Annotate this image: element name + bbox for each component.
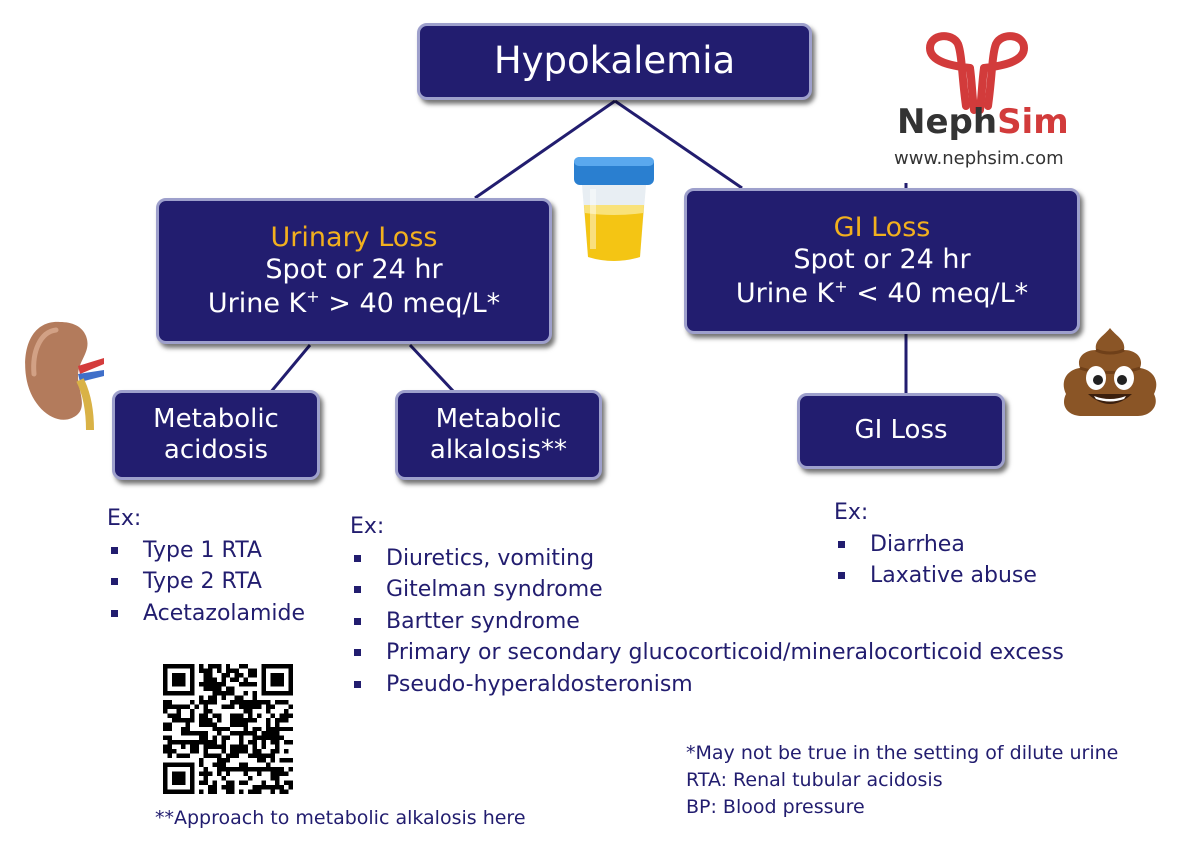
list-item: Type 1 RTA (107, 535, 305, 567)
urinary-loss-spot: Spot or 24 hr (265, 254, 443, 286)
urinary-threshold-pre: Urine K (207, 287, 307, 319)
list-item: Primary or secondary glucocorticoid/mineralocorticoid excess (350, 637, 1064, 669)
footnote-dilute-urine: *May not be true in the setting of dilute urine (686, 742, 1119, 764)
metabolic-alkalosis-box (395, 390, 602, 480)
gi-loss-label: GI Loss (833, 211, 931, 243)
acidosis-examples (107, 503, 305, 629)
nephsim-url[interactable]: www.nephsim.com (894, 148, 1064, 169)
urinary-loss-threshold (208, 287, 500, 320)
metabolic-acidosis-line1: Metabolic (153, 403, 279, 434)
acidosis-examples-heading: Ex: (107, 506, 142, 531)
hypokalemia-box (417, 23, 812, 100)
gi-threshold-pre: Urine K (735, 277, 835, 309)
gi-loss-small-label: GI Loss (854, 415, 948, 446)
gi-loss-threshold (736, 277, 1028, 310)
logo-sim: Sim (997, 102, 1069, 142)
metabolic-alkalosis-line1: Metabolic (435, 403, 562, 434)
list-item: Acetazolamide (107, 598, 305, 630)
list-item: Gitelman syndrome (350, 574, 1064, 606)
footnote-bp: BP: Blood pressure (686, 796, 865, 818)
connector-urinary-acidosis (270, 345, 310, 393)
urine-cup-icon (568, 153, 660, 265)
list-item: Diarrhea (834, 529, 1037, 561)
metabolic-acidosis-box (112, 390, 320, 480)
qr-caption: **Approach to metabolic alkalosis here (155, 807, 526, 829)
gi-loss-small-box (797, 393, 1005, 469)
logo-neph: Neph (897, 102, 998, 142)
metabolic-alkalosis-line2: alkalosis** (429, 435, 568, 465)
list-item: Laxative abuse (834, 560, 1037, 592)
gi-examples-heading: Ex: (834, 500, 869, 525)
alkalosis-examples-heading: Ex: (350, 514, 385, 539)
urinary-threshold-sup: + (306, 286, 320, 306)
urinary-threshold-post: > 40 meq/L* (319, 287, 501, 319)
gi-threshold-sup: + (834, 276, 848, 296)
kidney-icon (20, 318, 112, 430)
nephsim-logo-text (897, 102, 1069, 142)
list-item: Type 2 RTA (107, 566, 305, 598)
urinary-loss-label: Urinary Loss (270, 221, 438, 253)
footnotes (686, 740, 1118, 821)
connector-urinary-alkalosis (410, 345, 455, 393)
metabolic-acidosis-line2: acidosis (163, 435, 269, 465)
gi-threshold-post: < 40 meq/L* (847, 277, 1029, 309)
list-item: Diuretics, vomiting (350, 543, 1064, 575)
qr-code-icon[interactable] (163, 664, 293, 794)
urinary-loss-box (156, 198, 552, 344)
poop-emoji-icon (1060, 326, 1160, 418)
hypokalemia-title: Hypokalemia (493, 39, 736, 83)
list-item: Pseudo-hyperaldosteronism (350, 669, 1064, 701)
gi-examples (834, 497, 1037, 592)
gi-loss-spot: Spot or 24 hr (793, 244, 971, 276)
footnote-rta: RTA: Renal tubular acidosis (686, 769, 943, 791)
list-item: Bartter syndrome (350, 606, 1064, 638)
gi-loss-box (684, 188, 1080, 334)
